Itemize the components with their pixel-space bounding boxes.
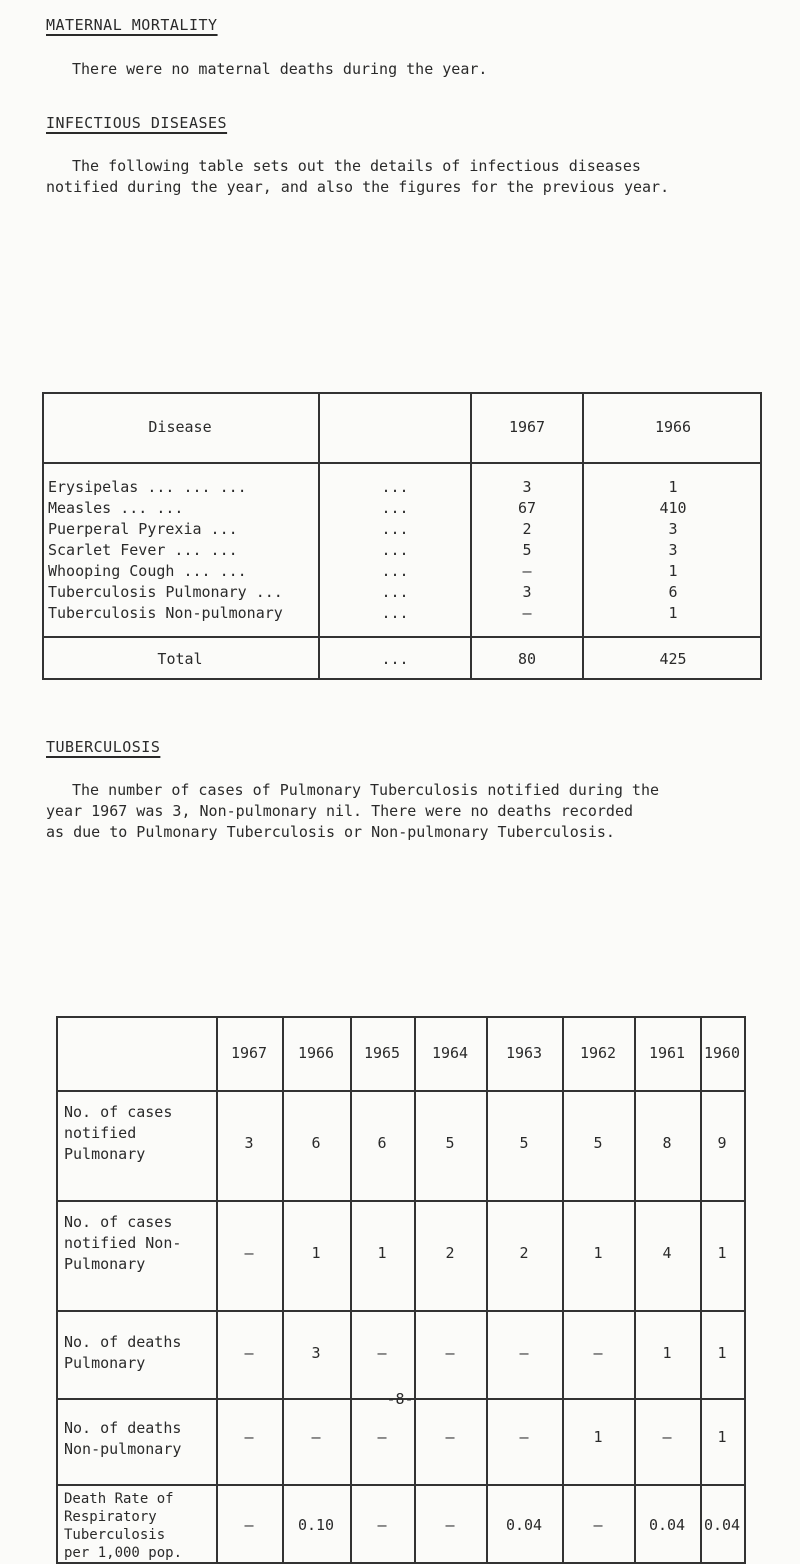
cell: 1 xyxy=(717,1344,727,1362)
leader-dots: ... xyxy=(381,583,409,601)
cell: 4 xyxy=(662,1244,672,1262)
cell: 1 xyxy=(593,1428,603,1446)
cell: 5 xyxy=(519,1134,529,1152)
total-label: Total xyxy=(157,650,203,668)
year-1966: 1966 xyxy=(297,1044,335,1062)
cell: 1 xyxy=(377,1244,387,1262)
cell: 0.04 xyxy=(703,1516,741,1534)
cell: – xyxy=(662,1428,672,1446)
disease-name: Tuberculosis Pulmonary ... xyxy=(48,583,283,601)
cell: 3 xyxy=(311,1344,321,1362)
value-1967: 3 xyxy=(522,583,532,601)
cell: 1 xyxy=(717,1428,727,1446)
row-label-deaths-non-pulmonary: No. of deaths Non-pulmonary xyxy=(64,1419,182,1458)
total-dots: ... xyxy=(381,650,409,668)
row-label-cases-non-pulmonary: No. of cases notified Non- Pulmonary xyxy=(64,1213,182,1273)
year-1967: 1967 xyxy=(230,1044,268,1062)
disease-name: Puerperal Pyrexia ... xyxy=(48,520,238,538)
maternal-mortality-heading: MATERNAL MORTALITY xyxy=(46,16,218,34)
leader-dots: ... xyxy=(381,604,409,622)
value-1967: – xyxy=(522,562,532,580)
cell: 9 xyxy=(717,1134,727,1152)
leader-dots: ... xyxy=(381,541,409,559)
value-1966: 3 xyxy=(668,541,678,559)
cell: – xyxy=(445,1428,455,1446)
row-label-death-rate: Death Rate of Respiratory Tuberculosis per 1,000 pop. xyxy=(64,1491,183,1561)
cell: – xyxy=(244,1516,254,1534)
cell: – xyxy=(311,1428,321,1446)
total-1966: 425 xyxy=(659,650,687,668)
header-disease: Disease xyxy=(148,418,212,436)
cell: – xyxy=(593,1516,603,1534)
cell: – xyxy=(377,1428,387,1446)
value-1967: – xyxy=(522,604,532,622)
tuberculosis-table xyxy=(56,1016,746,1564)
disease-name: Tuberculosis Non-pulmonary xyxy=(48,604,283,622)
row-label-deaths-pulmonary: No. of deaths Pulmonary xyxy=(64,1333,182,1372)
value-1967: 3 xyxy=(522,478,532,496)
value-1966: 3 xyxy=(668,520,678,538)
year-1961: 1961 xyxy=(648,1044,686,1062)
cell: 6 xyxy=(377,1134,387,1152)
value-1966: 6 xyxy=(668,583,678,601)
cell: – xyxy=(377,1516,387,1534)
cell: – xyxy=(519,1344,529,1362)
infectious-diseases-heading: INFECTIOUS DISEASES xyxy=(46,114,228,132)
header-1967: 1967 xyxy=(508,418,546,436)
row-label-cases-pulmonary: No. of cases notified Pulmonary xyxy=(64,1103,173,1163)
disease-name: Whooping Cough ... ... xyxy=(48,562,247,580)
tuberculosis-text: The number of cases of Pulmonary Tuberculosis notified during the year 1967 was 3, Non-pulmonary nil. There were no deaths recorded as due to Pulmonary Tuberculosis or Non-pulmonary Tuberculosis. xyxy=(46,781,659,841)
value-1967: 67 xyxy=(517,499,537,517)
value-1966: 1 xyxy=(668,604,678,622)
cell: 3 xyxy=(244,1134,254,1152)
cell: – xyxy=(593,1344,603,1362)
value-1966: 1 xyxy=(668,562,678,580)
cell: 0.10 xyxy=(297,1516,335,1534)
cell: – xyxy=(244,1428,254,1446)
cell: 1 xyxy=(662,1344,672,1362)
leader-dots: ... xyxy=(381,499,409,517)
cell: – xyxy=(244,1344,254,1362)
cell: – xyxy=(445,1344,455,1362)
cell: 5 xyxy=(593,1134,603,1152)
cell: 6 xyxy=(311,1134,321,1152)
cell: – xyxy=(445,1516,455,1534)
disease-name: Measles ... ... xyxy=(48,499,184,517)
cell: 5 xyxy=(445,1134,455,1152)
maternal-mortality-text: There were no maternal deaths during the year. xyxy=(72,60,488,78)
tuberculosis-heading: TUBERCULOSIS xyxy=(46,738,161,756)
page-number: -8- xyxy=(386,1390,414,1408)
disease-name: Scarlet Fever ... ... xyxy=(48,541,238,559)
infectious-diseases-text: The following table sets out the details of infectious diseases notified during the year, and also the figures for the previous year. xyxy=(46,157,670,196)
disease-name: Erysipelas ... ... ... xyxy=(48,478,247,496)
cell: – xyxy=(519,1428,529,1446)
infectious-diseases-table xyxy=(42,392,762,680)
cell: 2 xyxy=(519,1244,529,1262)
year-1965: 1965 xyxy=(363,1044,401,1062)
cell: 0.04 xyxy=(648,1516,686,1534)
cell: – xyxy=(244,1244,254,1262)
cell: 8 xyxy=(662,1134,672,1152)
value-1966: 1 xyxy=(668,478,678,496)
year-1963: 1963 xyxy=(505,1044,543,1062)
value-1966: 410 xyxy=(659,499,687,517)
cell: – xyxy=(377,1344,387,1362)
leader-dots: ... xyxy=(381,562,409,580)
year-1960: 1960 xyxy=(703,1044,741,1062)
leader-dots: ... xyxy=(381,520,409,538)
header-1966: 1966 xyxy=(654,418,692,436)
year-1962: 1962 xyxy=(579,1044,617,1062)
cell: 2 xyxy=(445,1244,455,1262)
cell: 0.04 xyxy=(505,1516,543,1534)
year-1964: 1964 xyxy=(431,1044,469,1062)
total-1967: 80 xyxy=(517,650,537,668)
value-1967: 5 xyxy=(522,541,532,559)
leader-dots: ... xyxy=(381,478,409,496)
cell: 1 xyxy=(717,1244,727,1262)
cell: 1 xyxy=(311,1244,321,1262)
cell: 1 xyxy=(593,1244,603,1262)
value-1967: 2 xyxy=(522,520,532,538)
